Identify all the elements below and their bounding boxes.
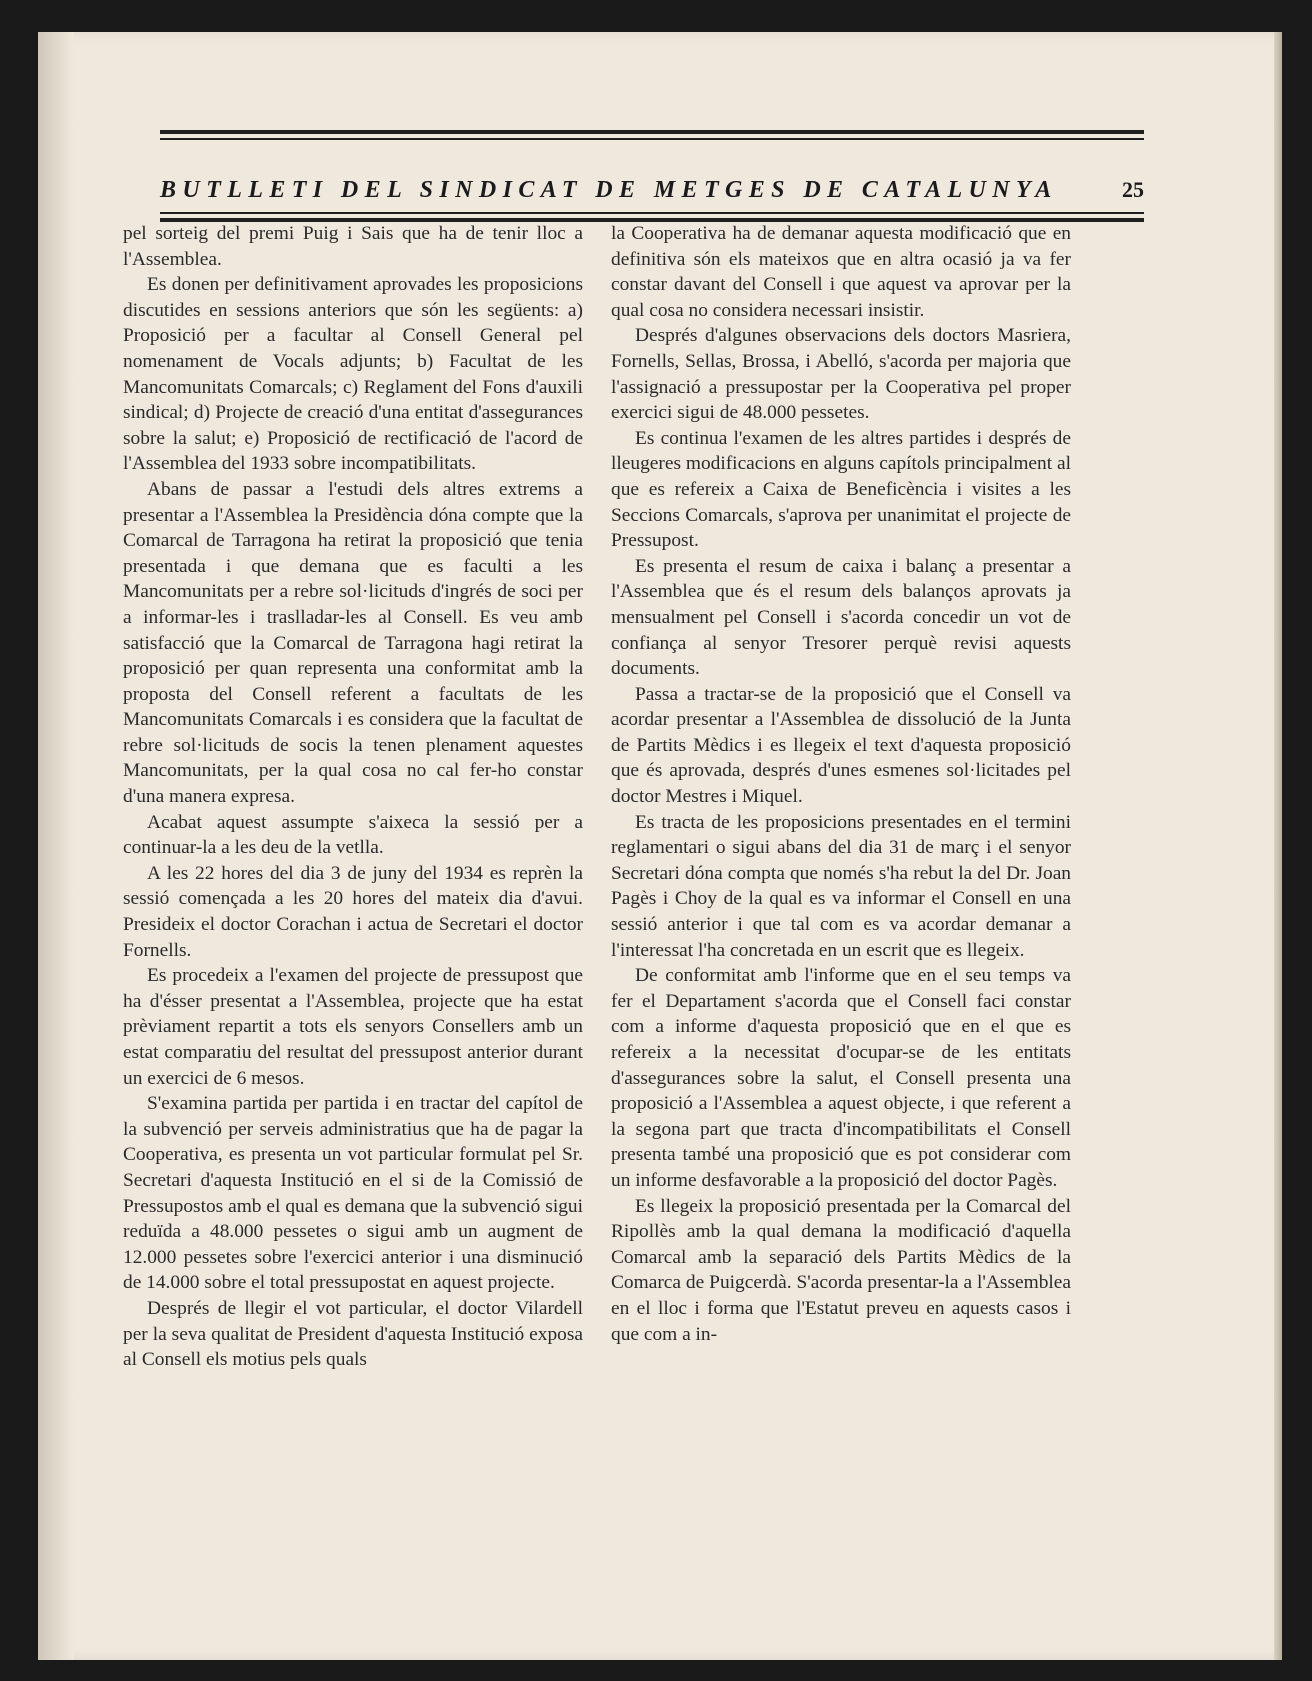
- paragraph: pel sorteig del premi Puig i Sais que ha de tenir lloc a l'Assemblea.: [123, 223, 583, 270]
- paragraph: De conformitat amb l'informe que en el seu temps va fer el Departament s'acorda que el Consell faci constar com a informe d'aquesta proposició que en el que es refereix a la necessitat d'ocupar-se de les entitats d'assegurances sobre la salut, el Consell presenta una proposició a l'Assemblea a aquest objecte, i que referent a la segona part que tracta d'incompatibilitats el Consell presenta també una proposició que es pot considerar com un informe desfavorable a la proposició del doctor Pagès.: [611, 965, 1071, 1191]
- paragraph: Es presenta el resum de caixa i balanç a presentar a l'Assemblea que és el resum dels balanços aprovats ja mensualment pel Consell i s'acorda concedir un vot de confiança al senyor Tresorer perquè revisi aquests documents.: [611, 555, 1071, 680]
- paragraph: Es donen per definitivament aprovades les proposicions discutides en sessions anteriors que són les següents: a) Proposició per a facultar al Consell General pel nomenament de Vocals adjunts; b) Facultat de les Mancomunitats Comarcals; c) Reglament del Fons d'auxili sindical; d) Projecte de creació d'una entitat d'assegurances sobre la salut; e) Proposició de rectificació de l'acord de l'Assemblea del 1933 sobre incompatibilitats.: [123, 274, 583, 475]
- header-rule-bottom-thin: [160, 212, 1144, 214]
- paragraph: Acabat aquest assumpte s'aixeca la sessió per a continuar-la a les deu de la vetlla.: [123, 811, 583, 859]
- paragraph: Després d'algunes observacions dels doctors Masriera, Fornells, Sellas, Brossa, i Abelló, s'acorda per majoria que l'assignació a pressupostar per la Cooperativa pel proper exercici sigui de 48.000 pessetes.: [611, 325, 1071, 424]
- paragraph: Es llegeix la proposició presentada per la Comarcal del Ripollès amb la qual demana la modificació d'aquella Comarcal amb la separació dels Partits Mèdics de la Comarca de Puigcerdà. S'acorda presentar-la a l'Assemblea en el lloc i forma que l'Estatut preveu en aquests casos i que com a in-: [611, 1195, 1071, 1345]
- paragraph: la Cooperativa ha de demanar aquesta modificació que en definitiva són els mateixos que en altra ocasió ja va fer constar davant del Consell i que aquest va aprovar per la qual cosa no considera necessari insistir.: [611, 223, 1071, 321]
- paragraph: Després de llegir el vot particular, el doctor Vilardell per la seva qualitat de President d'aquesta Institució exposa al Consell els motius pels quals: [123, 1297, 583, 1371]
- book-spine-shadow: [38, 32, 74, 1660]
- left-column: [123, 221, 583, 1373]
- page-number: 25: [1122, 177, 1144, 202]
- header-rule-top-thick: [160, 130, 1144, 134]
- paragraph: Es tracta de les proposicions presentades en el termini reglamentari o sigui abans del dia 31 de març i el senyor Secretari dóna compta que només s'ha rebut la del Dr. Joan Pagès i Choy de la qual es va informar el Consell en una sessió anterior i que tal com es va acordar demanar a l'interessat l'ha concretada en un escrit que es llegeix.: [611, 811, 1071, 961]
- header-rule-top-thin: [160, 138, 1144, 140]
- journal-title: BUTLLETI DEL SINDICAT DE METGES DE CATALUNYA: [160, 176, 1058, 203]
- right-column: [611, 221, 1071, 1347]
- paragraph: Es procedeix a l'examen del projecte de pressupost que ha d'ésser presentat a l'Assemblea, projecte que ha estat prèviament repartit a tots els senyors Consellers amb un estat comparatiu del resultat del pressupost anterior durant un exercici de 6 mesos.: [123, 965, 583, 1089]
- paragraph: Es continua l'examen de les altres partides i després de lleugeres modificacions en alguns capítols principalment al que es refereix a Caixa de Beneficència i visites a les Seccions Comarcals, s'aprova per unanimitat el projecte de Pressupost.: [611, 427, 1071, 552]
- page-edge: [1274, 32, 1282, 1660]
- paragraph: A les 22 hores del dia 3 de juny del 1934 es reprèn la sessió començada a les 20 hores del mateix dia d'avui. Presideix el doctor Corachan i actua de Secretari el doctor Fornells.: [123, 862, 583, 961]
- paragraph: S'examina partida per partida i en tractar del capítol de la subvenció per serveis administratius que ha de pagar la Cooperativa, es presenta un vot particular formulat pel Sr. Secretari d'aquesta Institució en el si de la Comissió de Pressupostos amb el qual es demana que la subvenció sigui reduïda a 48.000 pessetes o sigui amb un augment de 12.000 pessetes sobre l'exercici anterior i una disminució de 14.000 sobre el total pressupostat en aquest projecte.: [123, 1093, 583, 1294]
- paragraph: Passa a tractar-se de la proposició que el Consell va acordar presentar a l'Assemblea de dissolució de la Junta de Partits Mèdics i es llegeix el text d'aquesta proposició que és aprovada, després d'unes esmenes sol·licitades pel doctor Mestres i Miquel.: [611, 683, 1071, 808]
- running-header: [160, 130, 1144, 222]
- header-text: [160, 175, 1144, 205]
- paragraph: Abans de passar a l'estudi dels altres extrems a presentar a l'Assemblea la Presidència dóna compte que la Comarcal de Tarragona ha retirat la proposició que tenia presentada i que demana que es faculti a les Mancomunitats per a rebre sol·licituds d'ingrés de soci per a informar-les i traslladar-les al Consell. Es veu amb satisfacció que la Comarcal de Tarragona hagi retirat la proposició per quan representa una conformitat amb la proposta del Consell referent a facultats de les Mancomunitats Comarcals i es considera que la facultat de rebre sol·licituds de socis la tenen plenament aquestes Mancomunitats, per la qual cosa no cal fer-ho constar d'una manera expresa.: [123, 478, 583, 808]
